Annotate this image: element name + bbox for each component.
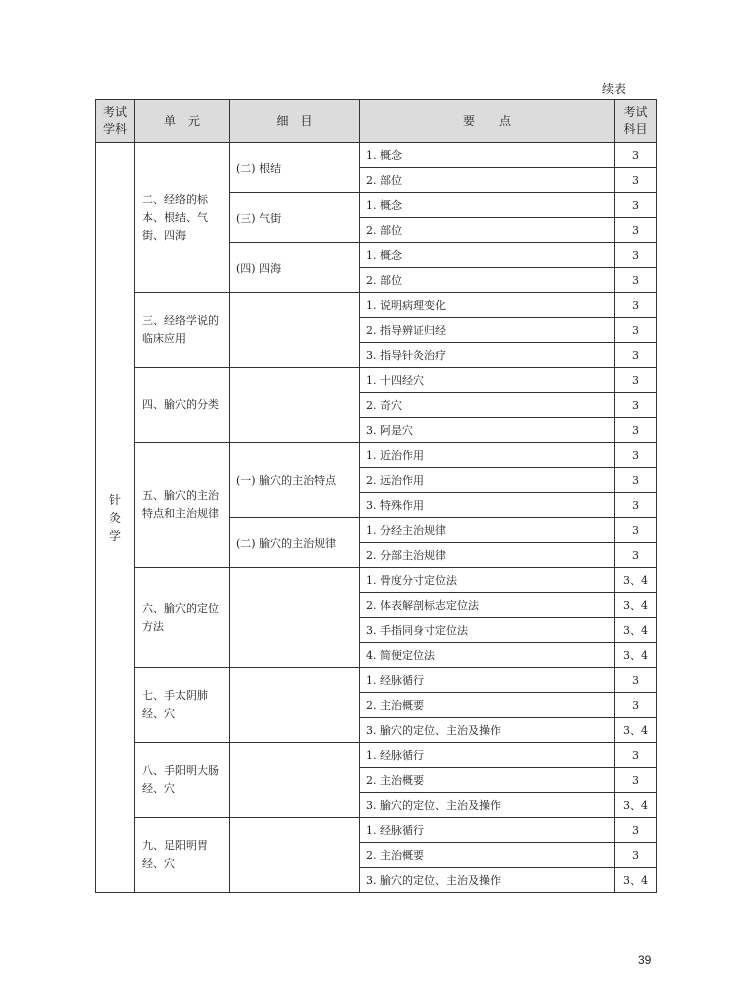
point-cell: 3. 腧穴的定位、主治及操作 [360, 793, 615, 818]
level-cell: 3 [615, 818, 657, 843]
level-cell: 3 [615, 168, 657, 193]
unit-cell: 五、腧穴的主治特点和主治规律 [135, 443, 230, 568]
subject-cell: 针灸学 [96, 143, 135, 893]
continued-label: 续表 [602, 82, 627, 96]
item-cell [230, 568, 360, 668]
item-cell: (四) 四海 [230, 243, 360, 293]
point-cell: 1. 经脉循行 [360, 818, 615, 843]
level-cell: 3 [615, 218, 657, 243]
level-cell: 3 [615, 293, 657, 318]
point-cell: 2. 分部主治规律 [360, 543, 615, 568]
level-cell: 3 [615, 143, 657, 168]
point-cell: 1. 说明病理变化 [360, 293, 615, 318]
point-cell: 4. 简便定位法 [360, 643, 615, 668]
point-cell: 1. 经脉循行 [360, 743, 615, 768]
level-cell: 3 [615, 193, 657, 218]
level-cell: 3、4 [615, 618, 657, 643]
level-cell: 3 [615, 843, 657, 868]
unit-cell: 六、腧穴的定位方法 [135, 568, 230, 668]
point-cell: 2. 远治作用 [360, 468, 615, 493]
table-row [96, 143, 657, 168]
header-subject: 考试学科 [96, 100, 135, 143]
unit-cell: 七、手太阴肺经、穴 [135, 668, 230, 743]
level-cell: 3、4 [615, 718, 657, 743]
table-row [96, 668, 657, 693]
syllabus-table [95, 99, 657, 893]
level-cell: 3 [615, 693, 657, 718]
item-cell [230, 818, 360, 893]
point-cell: 1. 概念 [360, 193, 615, 218]
point-cell: 2. 部位 [360, 268, 615, 293]
point-cell: 3. 指导针灸治疗 [360, 343, 615, 368]
point-cell: 3. 腧穴的定位、主治及操作 [360, 718, 615, 743]
point-cell: 1. 近治作用 [360, 443, 615, 468]
level-cell: 3、4 [615, 568, 657, 593]
item-cell [230, 743, 360, 818]
point-cell: 3. 手指同身寸定位法 [360, 618, 615, 643]
level-cell: 3 [615, 318, 657, 343]
point-cell: 3. 腧穴的定位、主治及操作 [360, 868, 615, 893]
table-row [96, 368, 657, 393]
item-cell: (三) 气街 [230, 193, 360, 243]
item-cell: (一) 腧穴的主治特点 [230, 443, 360, 518]
item-cell [230, 368, 360, 443]
unit-cell: 八、手阳明大肠经、穴 [135, 743, 230, 818]
level-cell: 3 [615, 268, 657, 293]
point-cell: 2. 体表解剖标志定位法 [360, 593, 615, 618]
table-row [96, 293, 657, 318]
point-cell: 1. 经脉循行 [360, 668, 615, 693]
table-body [96, 143, 657, 893]
point-cell: 2. 奇穴 [360, 393, 615, 418]
level-cell: 3、4 [615, 868, 657, 893]
table-row [96, 568, 657, 593]
point-cell: 2. 主治概要 [360, 693, 615, 718]
level-cell: 3 [615, 468, 657, 493]
item-cell [230, 668, 360, 743]
table-row [96, 818, 657, 843]
level-cell: 3 [615, 668, 657, 693]
point-cell: 2. 主治概要 [360, 768, 615, 793]
level-cell: 3 [615, 543, 657, 568]
level-cell: 3 [615, 493, 657, 518]
point-cell: 3. 阿是穴 [360, 418, 615, 443]
table-row [96, 443, 657, 468]
header-item: 细 目 [230, 100, 360, 143]
item-cell: (二) 腧穴的主治规律 [230, 518, 360, 568]
unit-cell: 九、足阳明胃经、穴 [135, 818, 230, 893]
level-cell: 3 [615, 743, 657, 768]
point-cell: 2. 主治概要 [360, 843, 615, 868]
point-cell: 2. 部位 [360, 168, 615, 193]
page-number: 39 [638, 953, 652, 967]
level-cell: 3 [615, 393, 657, 418]
item-cell: (二) 根结 [230, 143, 360, 193]
point-cell: 2. 部位 [360, 218, 615, 243]
point-cell: 2. 指导辨证归经 [360, 318, 615, 343]
point-cell: 1. 概念 [360, 143, 615, 168]
unit-cell: 四、腧穴的分类 [135, 368, 230, 443]
point-cell: 3. 特殊作用 [360, 493, 615, 518]
level-cell: 3 [615, 418, 657, 443]
header-unit: 单 元 [135, 100, 230, 143]
header-point: 要 点 [360, 100, 615, 143]
point-cell: 1. 骨度分寸定位法 [360, 568, 615, 593]
level-cell: 3 [615, 368, 657, 393]
unit-cell: 三、经络学说的临床应用 [135, 293, 230, 368]
level-cell: 3 [615, 443, 657, 468]
level-cell: 3 [615, 343, 657, 368]
point-cell: 1. 概念 [360, 243, 615, 268]
level-cell: 3、4 [615, 793, 657, 818]
header-level: 考试科目 [615, 100, 657, 143]
level-cell: 3、4 [615, 643, 657, 668]
point-cell: 1. 分经主治规律 [360, 518, 615, 543]
header-row [96, 100, 657, 143]
table-row [96, 743, 657, 768]
point-cell: 1. 十四经穴 [360, 368, 615, 393]
level-cell: 3 [615, 518, 657, 543]
item-cell [230, 293, 360, 368]
level-cell: 3 [615, 243, 657, 268]
level-cell: 3、4 [615, 593, 657, 618]
unit-cell: 二、经络的标本、根结、气街、四海 [135, 143, 230, 293]
level-cell: 3 [615, 768, 657, 793]
